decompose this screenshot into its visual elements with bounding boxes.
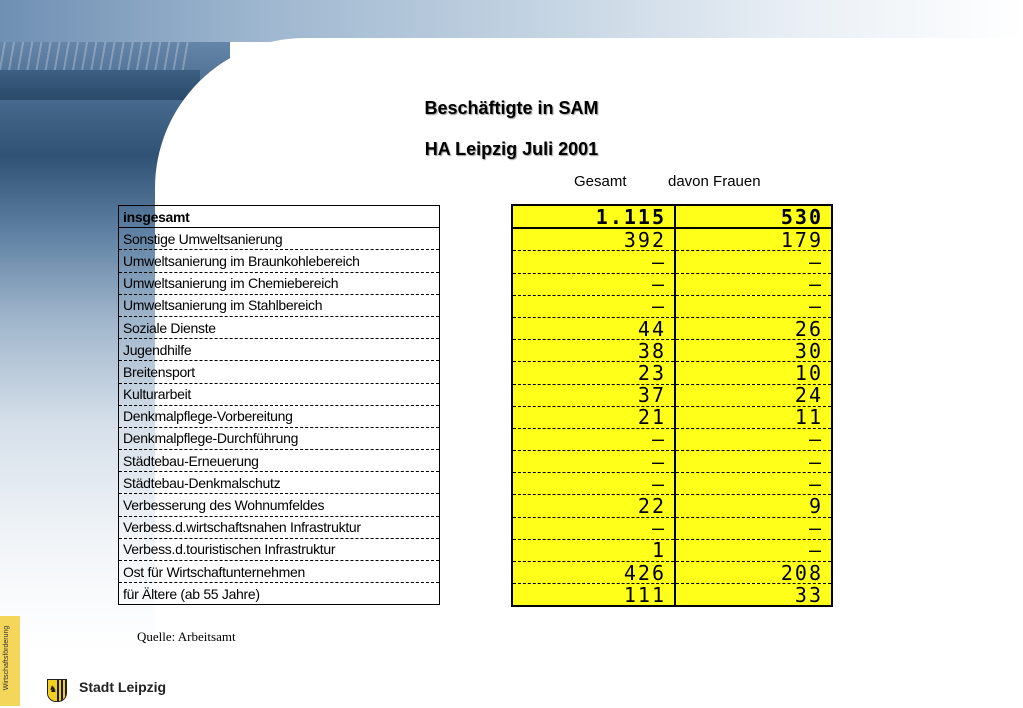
category-table [118, 205, 440, 605]
value-gesamt: – [512, 428, 675, 450]
value-gesamt: 22 [512, 495, 675, 517]
table-row [119, 427, 440, 449]
value-gesamt: 37 [512, 384, 675, 406]
table-row [512, 562, 832, 584]
table-row [119, 206, 440, 228]
water-graphic [0, 70, 200, 100]
table-row [512, 295, 832, 317]
table-row [512, 495, 832, 517]
table-row [512, 406, 832, 428]
value-gesamt: – [512, 273, 675, 295]
value-gesamt: – [512, 295, 675, 317]
row-label: Verbess.d.wirtschaftsnahen Infrastruktur [119, 516, 440, 538]
value-gesamt: 21 [512, 406, 675, 428]
table-row [119, 538, 440, 560]
table-row [512, 384, 832, 406]
city-name: Stadt Leipzig [79, 679, 167, 695]
value-frauen: 179 [675, 228, 832, 251]
value-frauen: – [675, 473, 832, 495]
value-gesamt: – [512, 251, 675, 273]
source-note: Quelle: Arbeitsamt [137, 629, 236, 644]
table-row [119, 516, 440, 538]
column-header-frauen: davon Frauen [668, 173, 761, 190]
row-label: Ost für Wirtschaftunternehmen [119, 561, 440, 583]
table-row [512, 517, 832, 539]
value-gesamt: 426 [512, 562, 675, 584]
table-row [119, 294, 440, 316]
row-label: für Ältere (ab 55 Jahre) [123, 585, 260, 602]
row-label: Jugendhilfe [119, 339, 440, 361]
row-label: Sonstige Umweltsanierung [119, 228, 440, 250]
value-gesamt: 392 [512, 228, 675, 251]
value-gesamt: 38 [512, 340, 675, 362]
value-gesamt: 111 [512, 584, 675, 607]
table-row [512, 473, 832, 495]
row-label: insgesamt [119, 206, 440, 228]
value-frauen: 208 [675, 562, 832, 584]
row-label: Umweltsanierung im Stahlbereich [119, 294, 440, 316]
table-row [119, 316, 440, 338]
value-frauen: 9 [675, 495, 832, 517]
table-row [512, 362, 832, 384]
value-gesamt: – [512, 451, 675, 473]
table-row [512, 340, 832, 362]
row-label: Kulturarbeit [119, 383, 440, 405]
value-gesamt: 1.115 [512, 205, 675, 228]
table-row [119, 228, 440, 250]
value-frauen: – [675, 428, 832, 450]
table-row [119, 272, 440, 294]
value-frauen: 11 [675, 406, 832, 428]
title-line-2: HA Leipzig Juli 2001 [424, 139, 599, 159]
value-gesamt: – [512, 517, 675, 539]
table-row [512, 451, 832, 473]
table-row [119, 561, 440, 583]
table-row [119, 383, 440, 405]
value-frauen: 33 [794, 582, 823, 607]
table-row [119, 339, 440, 361]
value-frauen: – [675, 273, 832, 295]
leipzig-crest-icon: ♞ [47, 679, 67, 702]
value-gesamt: – [512, 473, 675, 495]
table-row [512, 539, 832, 561]
table-row [512, 273, 832, 295]
side-label: Wirtschaftsförderung [3, 625, 10, 691]
value-frauen: 30 [675, 340, 832, 362]
value-gesamt: 44 [512, 317, 675, 339]
row-label: Städtebau-Erneuerung [119, 450, 440, 472]
value-frauen: – [675, 517, 832, 539]
value-frauen: – [675, 251, 832, 273]
table-row [512, 228, 832, 251]
value-gesamt: 1 [512, 539, 675, 561]
value-frauen: 10 [675, 362, 832, 384]
column-header-gesamt: Gesamt [574, 173, 627, 190]
row-label: Denkmalpflege-Durchführung [119, 427, 440, 449]
value-gesamt: 23 [512, 362, 675, 384]
table-row [512, 205, 832, 228]
table-row [512, 428, 832, 450]
value-frauen: – [675, 539, 832, 561]
row-label: Umweltsanierung im Braunkohlebereich [119, 250, 440, 272]
value-frauen: – [675, 295, 832, 317]
row-label: Denkmalpflege-Vorbereitung [119, 405, 440, 427]
value-frauen: – [675, 451, 832, 473]
value-frauen: 530 [675, 205, 832, 228]
table-row [119, 361, 440, 383]
table-row [119, 472, 440, 494]
row-label: Städtebau-Denkmalschutz [119, 472, 440, 494]
title-line-1: Beschäftigte in SAM [424, 98, 599, 118]
row-label: Verbess.d.touristischen Infrastruktur [119, 538, 440, 560]
row-label: Verbesserung des Wohnumfeldes [119, 494, 440, 516]
table-row [119, 583, 440, 605]
table-row [512, 251, 832, 273]
table-row [119, 450, 440, 472]
table-row [119, 250, 440, 272]
values-table [511, 204, 833, 607]
table-row [512, 584, 832, 607]
value-frauen: 26 [675, 317, 832, 339]
header-band [0, 0, 1023, 42]
value-frauen: 24 [675, 384, 832, 406]
row-label: Umweltsanierung im Chemiebereich [119, 272, 440, 294]
table-row [119, 494, 440, 516]
row-label: Soziale Dienste [119, 316, 440, 338]
row-label: Breitensport [119, 361, 440, 383]
table-row [119, 405, 440, 427]
table-row [512, 317, 832, 339]
